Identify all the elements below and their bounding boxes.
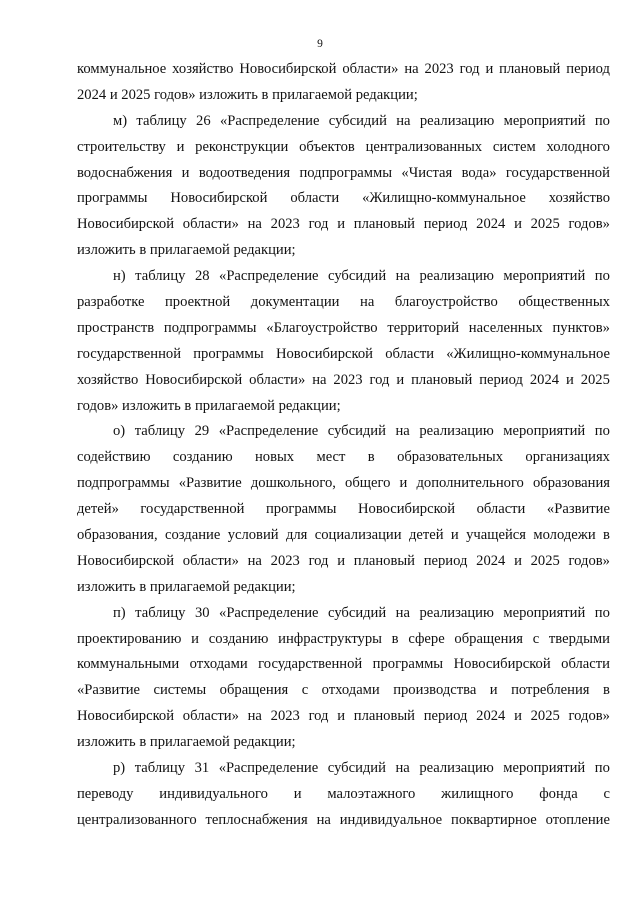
word: 2024 [476,708,506,725]
word: документации [250,294,340,311]
word: и [181,164,190,181]
word: созданию [172,449,233,466]
word: переводу [77,785,134,802]
word: и [337,216,346,233]
word: на [312,371,327,388]
word: Новосибирской [357,501,456,518]
word: реализацию [419,760,494,777]
word: общественных [518,294,610,311]
word: мероприятий [503,423,586,440]
word: дополнительного [416,475,524,492]
word: 2023 [424,61,454,77]
word: 2025 [530,552,560,569]
word: субсидий [328,112,387,129]
text-line [77,135,610,161]
word: Новосибирской [170,190,268,207]
word: на [360,294,375,311]
word: годов» [568,216,610,233]
word: год [369,371,390,388]
word: и [514,216,522,233]
word: производства [393,682,477,699]
word: фонда [539,785,578,802]
word: 28 [194,268,210,285]
text-line [77,186,610,212]
line-text: изложить в прилагаемой редакции; [77,734,296,751]
word: детей [408,527,444,544]
text-line [77,342,610,368]
word: на [395,268,410,285]
text-line [77,782,610,808]
word: год [308,216,329,233]
word: государственной [505,164,610,181]
text-line [77,497,610,523]
word: хозяйство [548,190,610,207]
line-text: изложить в прилагаемой редакции; [77,242,296,259]
word: коммунальными [77,656,180,673]
word: на [395,604,410,621]
word: 2025 [530,708,560,725]
text-line [77,316,610,342]
word: субсидий [328,604,387,621]
word: детей» [77,501,119,518]
word: и [337,708,346,725]
word: таблицу [135,268,186,285]
word: по [594,604,610,621]
word: период [566,61,610,77]
word: 2025 [530,216,560,233]
word: программы [372,656,444,673]
word: теплоснабжения [205,811,308,828]
word: на [247,552,262,569]
text-line [77,730,610,756]
word: субсидий [327,423,386,440]
word: период [423,552,468,569]
word: «Жилищно-коммунальное [446,345,610,362]
word: государственной [258,656,363,673]
word: годов» [568,552,610,569]
word: мероприятий [503,268,586,285]
word: 2023 [270,216,300,233]
word: Новосибирской [453,656,551,673]
word: «Жилищно-коммунальное [362,190,526,207]
word: 29 [194,423,210,440]
text-line [77,394,610,420]
text-line [77,601,610,627]
word: хозяйство [172,61,234,77]
word: индивидуальное [339,811,443,828]
word: разработке [77,294,145,311]
word: водоснабжения [77,164,173,181]
word: водоотведения [198,164,291,181]
word: образовательных [397,449,504,466]
line-text: годов» изложить в прилагаемой редакции; [77,397,341,414]
page-number: 9 [317,38,323,50]
word: подпрограммы [299,164,393,181]
word: 30 [194,604,210,621]
word: систем [492,138,536,155]
word: подпрограммы [77,475,170,492]
word: год [308,708,329,725]
word: реализацию [419,268,494,285]
word: для [285,527,308,544]
word: на [404,61,419,77]
text-line [77,83,610,109]
word: создание [165,527,221,544]
word: молодежи [533,527,596,544]
text-line [77,575,610,601]
word: образования, [77,527,158,544]
word: области» [249,371,306,388]
word: созданию [208,630,269,647]
text-line [77,523,610,549]
word: в [367,449,375,466]
word: 2024 [529,371,560,388]
word: период [423,708,468,725]
word: на [396,112,411,129]
word: таблицу [136,112,187,129]
word: области» [182,552,239,569]
word: м) [113,112,128,129]
word: 2024 [476,552,506,569]
word: области [290,190,340,207]
word: пунктов» [552,319,610,336]
word: холодного [546,138,610,155]
word: и [399,475,408,492]
word: реализацию [419,112,495,129]
word: и [450,527,459,544]
word: в [603,527,610,544]
word: строительству [77,138,166,155]
word: на [316,811,331,828]
word: п) [113,604,126,621]
text-line [77,368,610,394]
word: централизованных [365,138,483,155]
word: период [479,371,523,388]
word: «Развитие [546,501,610,518]
text-line [77,109,610,135]
word: территорий [387,319,460,336]
word: области [476,501,526,518]
word: таблицу [135,604,186,621]
word: год [308,552,329,569]
word: по [594,112,610,129]
word: и [514,708,522,725]
word: на [247,216,262,233]
word: и [293,785,302,802]
line-text: 2024 и 2025 годов» изложить в прилагаемой редакции; [77,86,418,103]
word: на [395,760,410,777]
text-line [77,678,610,704]
word: инфраструктуры [278,630,382,647]
word: и [176,138,185,155]
word: в [391,630,399,647]
word: по [594,760,610,777]
word: «Развитие [77,682,141,699]
word: и [485,61,494,77]
word: объектов [299,138,355,155]
word: проектированию [77,630,182,647]
text-line [77,756,610,782]
word: общего [345,475,391,492]
word: на [395,423,410,440]
word: поквартирное [451,811,537,828]
word: благоустройство [394,294,498,311]
word: области [385,345,435,362]
document-body [77,57,610,834]
word: коммунальное [77,61,167,77]
word: «Благоустройство [266,319,378,336]
word: и [489,682,498,699]
text-line [77,471,610,497]
word: программы [265,501,337,518]
word: таблицу [134,760,186,777]
word: государственной [77,345,182,362]
word: программы [77,190,148,207]
word: 2024 [476,216,506,233]
text-line [77,238,610,264]
word: централизованного [77,811,197,828]
word: Новосибирской [275,345,373,362]
word: мероприятий [503,604,586,621]
word: Новосибирской [77,216,175,233]
word: условий [227,527,279,544]
word: реализацию [419,423,494,440]
word: 26 [196,112,211,129]
word: «Развитие [178,475,242,492]
word: отопление [545,811,610,828]
word: 2023 [270,552,300,569]
word: вода» [461,164,497,181]
word: мест [316,449,346,466]
word: подпрограммы [163,319,257,336]
word: сфере [408,630,445,647]
word: твердыми [548,630,610,647]
word: малоэтажного [327,785,416,802]
word: государственной [140,501,245,518]
line-text: изложить в прилагаемой редакции; [77,578,296,595]
word: жилищного [441,785,514,802]
text-line [77,161,610,187]
word: реализацию [419,604,494,621]
text-line [77,808,610,834]
word: н) [113,268,126,285]
word: о) [113,423,126,440]
word: плановый [353,216,415,233]
word: реконструкции [195,138,289,155]
word: учащейся [466,527,526,544]
text-line [77,57,610,83]
word: таблицу [134,423,186,440]
word: программы [193,345,264,362]
word: «Распределение [219,268,319,285]
word: 2025 [580,371,610,388]
text-line [77,290,610,316]
word: субсидий [328,268,387,285]
word: дошкольного, [250,475,336,492]
word: по [594,268,610,285]
word: обращения [219,682,289,699]
word: потребления [511,682,590,699]
word: Новосибирской [77,552,175,569]
word: с [532,630,540,647]
word: мероприятий [503,760,586,777]
word: области» [342,61,399,77]
word: «Чистая [401,164,453,181]
word: с [603,785,610,802]
word: и [337,552,346,569]
word: «Распределение [218,423,319,440]
word: населенных [468,319,543,336]
word: Новосибирской [77,708,175,725]
word: в [602,682,610,699]
word: плановый [353,708,415,725]
text-line [77,627,610,653]
word: 2023 [333,371,363,388]
text-line [77,704,610,730]
word: «Распределение [219,604,319,621]
text-line [77,212,610,238]
word: пространств [77,319,155,336]
word: и [191,630,199,647]
word: «Распределение [218,760,319,777]
text-line [77,264,610,290]
word: и [514,552,522,569]
word: проектной [164,294,231,311]
word: год [459,61,480,77]
word: 31 [194,760,210,777]
word: отходами [189,656,248,673]
word: Новосибирской [145,371,243,388]
word: содействию [77,449,151,466]
text-line [77,652,610,678]
word: хозяйство [77,371,139,388]
word: образования [533,475,610,492]
word: годов» [568,708,610,725]
text-line [77,549,610,575]
word: плановый [411,371,473,388]
word: социализации [314,527,402,544]
word: индивидуального [159,785,268,802]
word: по [594,423,610,440]
word: субсидий [327,760,386,777]
word: «Распределение [219,112,320,129]
word: обращения [454,630,523,647]
word: на [247,708,262,725]
word: период [423,216,468,233]
word: новых [254,449,295,466]
text-line [77,419,610,445]
word: Новосибирской [239,61,337,77]
word: с [301,682,309,699]
word: плановый [499,61,561,77]
word: 2023 [270,708,300,725]
word: отходами [321,682,380,699]
word: области [561,656,610,673]
word: и [565,371,574,388]
word: системы [153,682,207,699]
word: плановый [353,552,415,569]
word: организациях [525,449,610,466]
text-line [77,445,610,471]
word: мероприятий [503,112,586,129]
word: р) [113,760,126,777]
word: области» [182,708,239,725]
word: области» [182,216,239,233]
word: и [396,371,405,388]
